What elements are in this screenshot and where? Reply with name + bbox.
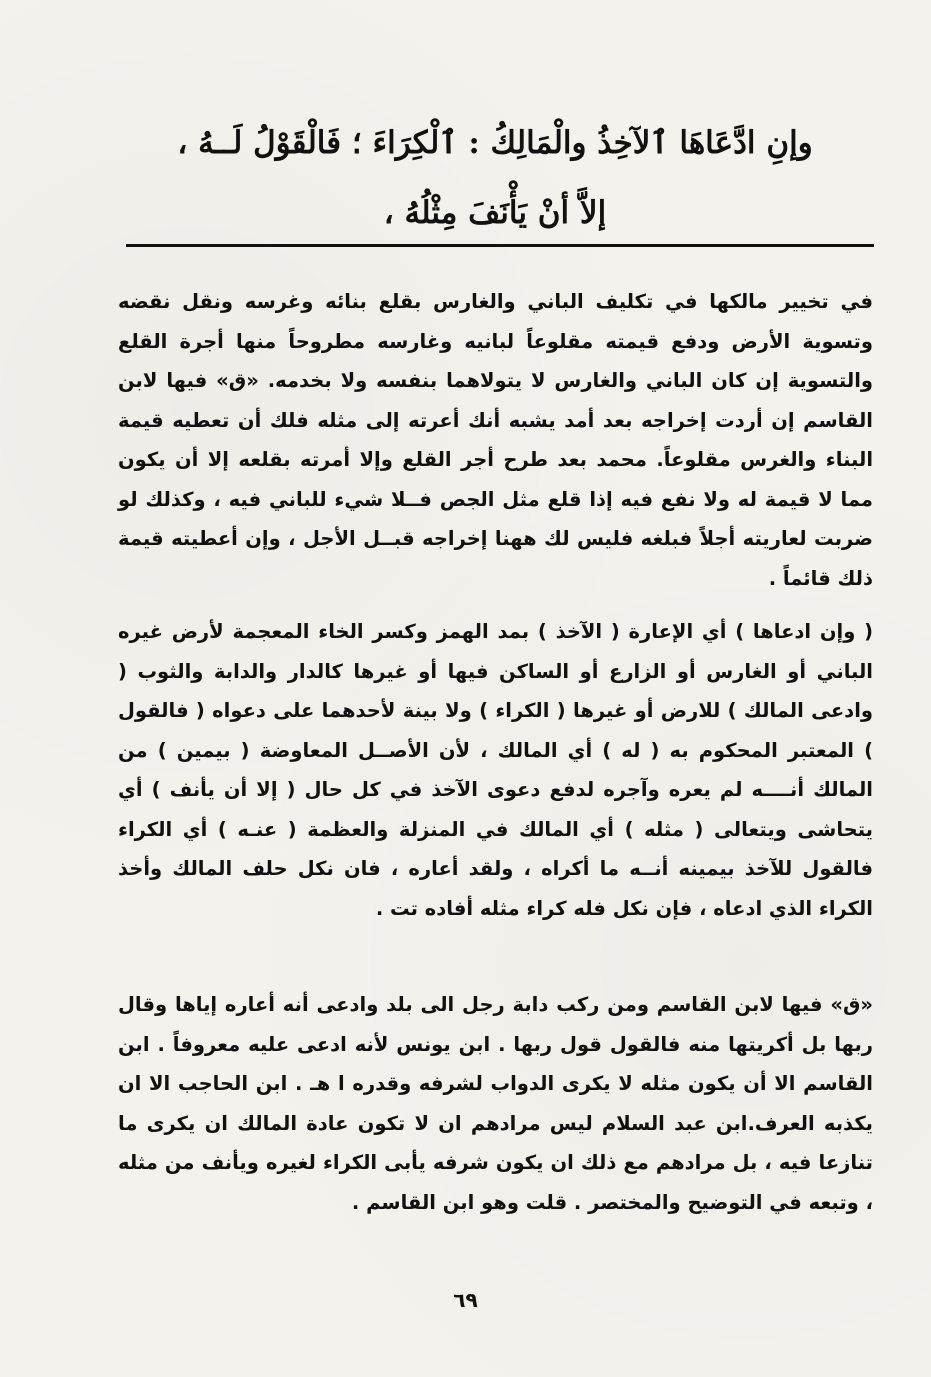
main-text-block xyxy=(150,108,840,248)
main-text-line-2: إلاَّ أنْ يَأْنَفَ مِثْلُهُ ، xyxy=(383,195,607,231)
commentary-paragraph-2: ( وإن ادعاها ) أي الإعارة ( الآخذ ) بمد الهمز وكسر الخاء المعجمة لأرض غيره الباني أو الغارس أو الزارع أو الساكن فيها أو غيرها كالدار والدابة والثوب ( وادعى المالك ) للارض أو غيرها ( الكراء ) ولا بينة لأحدهما على دعواه ( فالقول ) المعتبر المحكوم به ( له ) أي المالك ، لأن الأصــل المعاوضة ( بيمين ) من المالك أنــــه لم يعره وآجره لدفع دعوى الآخذ في كل حال ( إلا أن يأنف ) أي يتحاشى ويتعالى ( مثله ) أي المالك في المنزلة والعظمة ( عنـه ) أي الكراء فالقول للآخذ بيمينه أنــه ما أكراه ، ولقد أعاره ، فان نكل حلف المالك وأخذ الكراء الذي ادعاه ، فإن نكل فله كراء مثله أفاده تت . xyxy=(118,620,873,920)
commentary-paragraph-1: في تخيير مالكها في تكليف الباني والغارس بقلع بنائه وغرسه ونقل نقضه وتسوية الأرض ودفع قيمته مقلوعاً لبانيه وغارسه مطروحاً منها أجرة القلع والتسوية إن كان الباني والغارس لا يتولاهما بنفسه ولا بخدمه. «ق» فيها لابن القاسم إن أردت إخراجه بعد أمد يشبه أنك أعرته إلى مثله فلك أن تعطيه قيمة البناء والغرس مقلوعاً. محمد بعد طرح أجر القلع وإلا أمرته بقلعه إلا أن يكون مما لا قيمة له ولا نفع فيه إذا قلع مثل الجص فــلا شيء للباني فيه ، وكذلك لو ضربت لعاريته أجلاً فبلغه فليس لك ههنا إخراجه قبــل الأجل ، وإن أعطيته قيمة ذلك قائماً . xyxy=(118,290,873,590)
page-number: ٦٩ xyxy=(453,1288,478,1312)
main-text-line-1: وإنِ ادَّعَاهَا ٱلآخِذُ والْمَالِكُ : ٱلْكِرَاءَ ؛ فَالْقَوْلُ لَــهُ ، xyxy=(177,125,813,161)
commentary-paragraph-3: «ق» فيها لابن القاسم ومن ركب دابة رجل الى بلد وادعى أنه أعاره إياها وقال ربها بل أكريتها منه فالقول قول ربها . ابن يونس لأنه ادعى عليه معروفاً . ابن القاسم الا أن يكون مثله لا يكرى الدواب لشرفه وقدره ا هـ . ابن الحاجب الا ان يكذبه العرف.ابن عبد السلام ليس مرادهم ان لا تكون عادة المالك ان يكرى ما تنازعا فيه ، بل مرادهم مع ذلك ان يكون شرفه يأبى الكراء لغيره ويأنف من مثله ، وتبعه في التوضيح والمختصر . قلت وهو ابن القاسم . xyxy=(118,993,873,1214)
horizontal-divider xyxy=(126,244,874,247)
